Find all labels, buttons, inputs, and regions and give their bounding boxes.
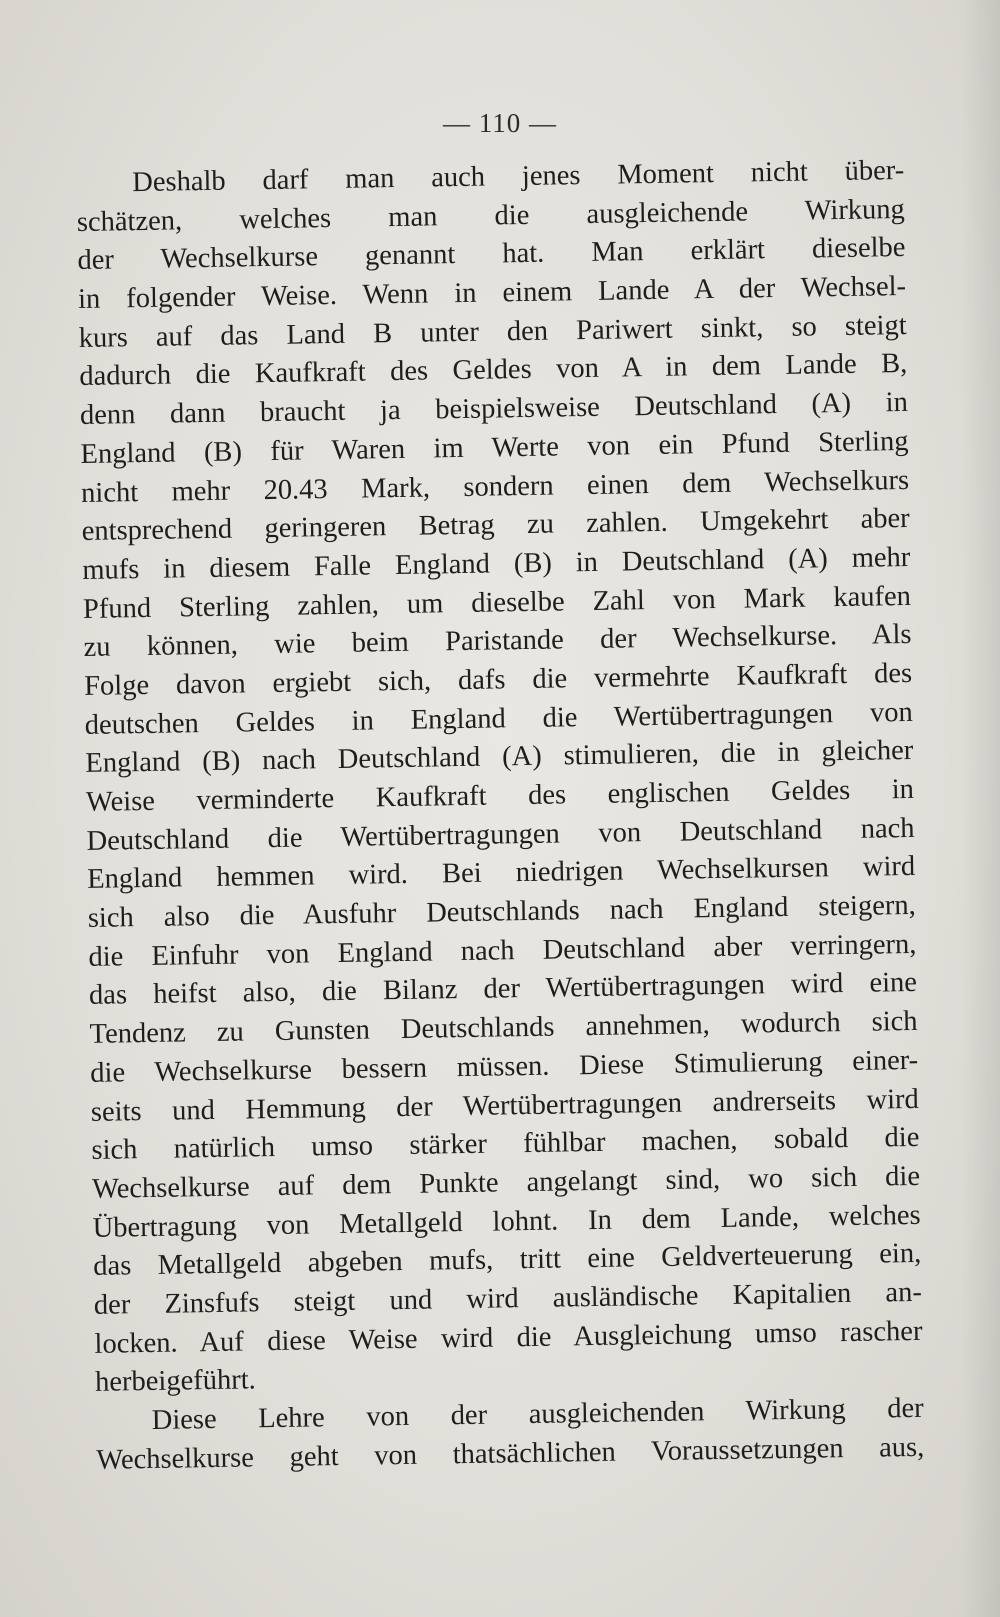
text-line: mufs in diesem Falle England (B) in Deutschland (A) mehr	[82, 541, 911, 586]
text-line: zu können, wie beim Paristande der Wechselkurse. Als	[83, 619, 912, 664]
text-line: Deshalb darf man auch jenes Moment nicht über-	[132, 154, 905, 199]
text-line: sich also die Ausfuhr Deutschlands nach England steigern,	[87, 889, 916, 934]
text-line: England (B) für Waren im Werte von ein Pfund Sterling	[80, 425, 909, 470]
text-line: in folgender Weise. Wenn in einem Lande A der Wechsel-	[77, 271, 907, 316]
text-line: deutschen Geldes in England die Wertübertragungen von	[84, 696, 913, 741]
text-line: dadurch die Kaufkraft des Geldes von A in dem Lande B,	[79, 348, 908, 393]
text-line: Weise verminderte Kaufkraft des englischen Geldes in	[85, 773, 915, 818]
text-line: England (B) nach Deutschland (A) stimulieren, die in gleicher	[85, 735, 914, 780]
text-line: Diese Lehre von der ausgleichenden Wirkung der	[151, 1392, 924, 1436]
text-line: das heifst also, die Bilanz der Wertübertragungen wird eine	[88, 967, 918, 1012]
body-text	[76, 152, 925, 1480]
text-line: Folge davon ergiebt sich, dafs die vermehrte Kaufkraft des	[83, 657, 913, 702]
text-line: das Metallgeld abgeben mufs, tritt eine Geldverteuerung ein,	[93, 1238, 922, 1283]
text-line: entsprechend geringeren Betrag zu zahlen. Umgekehrt aber	[81, 503, 910, 548]
text-line: die Einfuhr von England nach Deutschland aber verringern,	[88, 928, 917, 973]
text-line: Wechselkurse auf dem Punkte angelangt sind, wo sich die	[91, 1160, 921, 1205]
text-line: herbeigeführt.	[94, 1364, 256, 1399]
text-line: sich natürlich umso stärker fühlbar machen, sobald die	[91, 1122, 920, 1167]
text-line: Pfund Sterling zahlen, um dieselbe Zahl von Mark kaufen	[82, 580, 912, 625]
text-line: Wechselkurse geht von thatsächlichen Voraussetzungen aus,	[96, 1431, 925, 1476]
text-line: locken. Auf diese Weise wird die Ausgleichung umso rascher	[94, 1315, 923, 1360]
text-line: der Wechselkurse genannt hat. Man erklärt dieselbe	[77, 232, 906, 277]
text-line: schätzen, welches man die ausgleichende Wirkung	[76, 193, 906, 238]
text-line: Übertragung von Metallgeld lohnt. In dem Lande, welches	[92, 1199, 921, 1244]
text-line: nicht mehr 20.43 Mark, sondern einen dem Wechselkurs	[80, 464, 910, 509]
text-line: England hemmen wird. Bei niedrigen Wechselkursen wird	[86, 851, 916, 896]
page-number: — 110 —	[443, 108, 557, 138]
text-line: Deutschland die Wertübertragungen von Deutschland nach	[86, 812, 915, 857]
text-line: seits und Hemmung der Wertübertragungen andrerseits wird	[90, 1083, 920, 1128]
text-line: der Zinsfufs steigt und wird ausländische Kapitalien an-	[93, 1276, 923, 1321]
text-line: denn dann braucht ja beispielsweise Deutschland (A) in	[79, 387, 909, 432]
text-line: die Wechselkurse bessern müssen. Diese Stimulierung einer-	[90, 1044, 919, 1089]
text-line: Tendenz zu Gunsten Deutschlands annehmen, wodurch sich	[89, 1006, 918, 1051]
text-line: kurs auf das Land B unter den Pariwert sinkt, so steigt	[78, 309, 907, 354]
page-edge-shadow	[960, 0, 1000, 1617]
